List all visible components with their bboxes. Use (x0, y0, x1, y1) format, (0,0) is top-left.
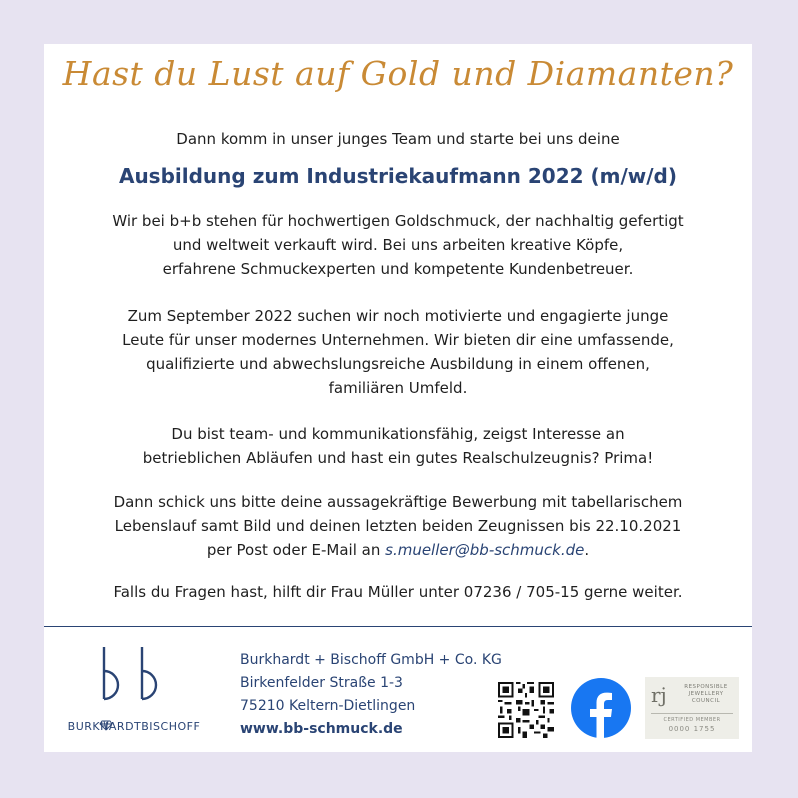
paragraph-requirements (54, 422, 742, 470)
rjc-name-line: COUNCIL (691, 698, 721, 704)
job-ad-card (44, 44, 752, 752)
rjc-name (677, 684, 735, 705)
company-logo (54, 645, 214, 737)
email-prefix: per Post oder E-Mail an (206, 541, 386, 559)
footer (44, 627, 752, 752)
paragraph-line: Lebenslauf samt Bild und deinen letzten beiden Zeugnissen bis 22.10.2021 (114, 517, 682, 535)
street: Birkenfelder Straße 1-3 (240, 675, 403, 691)
rjc-name-line: JEWELLERY (688, 691, 724, 697)
paragraph-line: Wir bei b+b stehen für hochwertigen Goldschmuck, der nachhaltig gefertigt (112, 212, 684, 230)
paragraph-contact (54, 580, 742, 604)
paragraph-line: und weltweit verkauft wird. Bei uns arbeiten kreative Köpfe, (172, 236, 624, 254)
rjc-logo-icon: rj (651, 683, 667, 707)
headline: Hast du Lust auf Gold und Diamanten? (62, 54, 734, 93)
diamond-icon (99, 720, 113, 731)
intro-text: Dann komm in unser junges Team und starte bei uns deine (176, 130, 620, 148)
rjc-name-line: RESPONSIBLE (684, 684, 728, 690)
website-link[interactable]: www.bb-schmuck.de (240, 721, 403, 737)
qr-code-icon[interactable] (498, 682, 554, 738)
job-title: Ausbildung zum Industriekaufmann 2022 (m/w/d) (118, 164, 678, 188)
city: 75210 Keltern-Dietlingen (240, 698, 416, 714)
paragraph-application (54, 490, 742, 562)
facebook-icon[interactable] (570, 677, 632, 739)
rjc-badge (645, 677, 739, 739)
paragraph-line-email (54, 538, 742, 562)
paragraph-line: Zum September 2022 suchen wir noch motivierte und engagierte junge (127, 307, 669, 325)
rjc-certified-label: CERTIFIED MEMBER (663, 717, 721, 723)
company-address (240, 649, 502, 741)
logo-text-left: BURKHARDT (67, 720, 142, 733)
company-name: Burkhardt + Bischoff GmbH + Co. KG (240, 652, 502, 668)
rjc-member-number: 0000 1755 (668, 725, 716, 733)
email-link[interactable]: s.mueller@bb-schmuck.de (385, 541, 585, 559)
logo-text-right: BISCHOFF (141, 720, 201, 733)
paragraph-offer (54, 304, 742, 400)
paragraph-line: familiären Umfeld. (328, 379, 468, 397)
email-suffix: . (584, 541, 590, 559)
paragraph-line: qualifizierte und abwechslungsreiche Ausbildung in einem offenen, (146, 355, 650, 373)
paragraph-line: Leute für unser modernes Unternehmen. Wir bieten dir eine umfassende, (122, 331, 674, 349)
paragraph-about (54, 209, 742, 281)
paragraph-line: betrieblichen Abläufen und hast ein gutes Realschulzeugnis? Prima! (142, 449, 654, 467)
paragraph-line: Du bist team- und kommunikationsfähig, zeigst Interesse an (171, 425, 625, 443)
bb-logo-icon (96, 645, 172, 715)
paragraph-line: Falls du Fragen hast, hilft dir Frau Müller unter 07236 / 705-15 gerne weiter. (113, 583, 683, 601)
logo-wordmark (54, 720, 214, 733)
paragraph-line: Dann schick uns bitte deine aussagekräftige Bewerbung mit tabellarischem (113, 493, 683, 511)
rjc-divider (651, 713, 733, 714)
paragraph-line: erfahrene Schmuckexperten und kompetente Kundenbetreuer. (162, 260, 634, 278)
